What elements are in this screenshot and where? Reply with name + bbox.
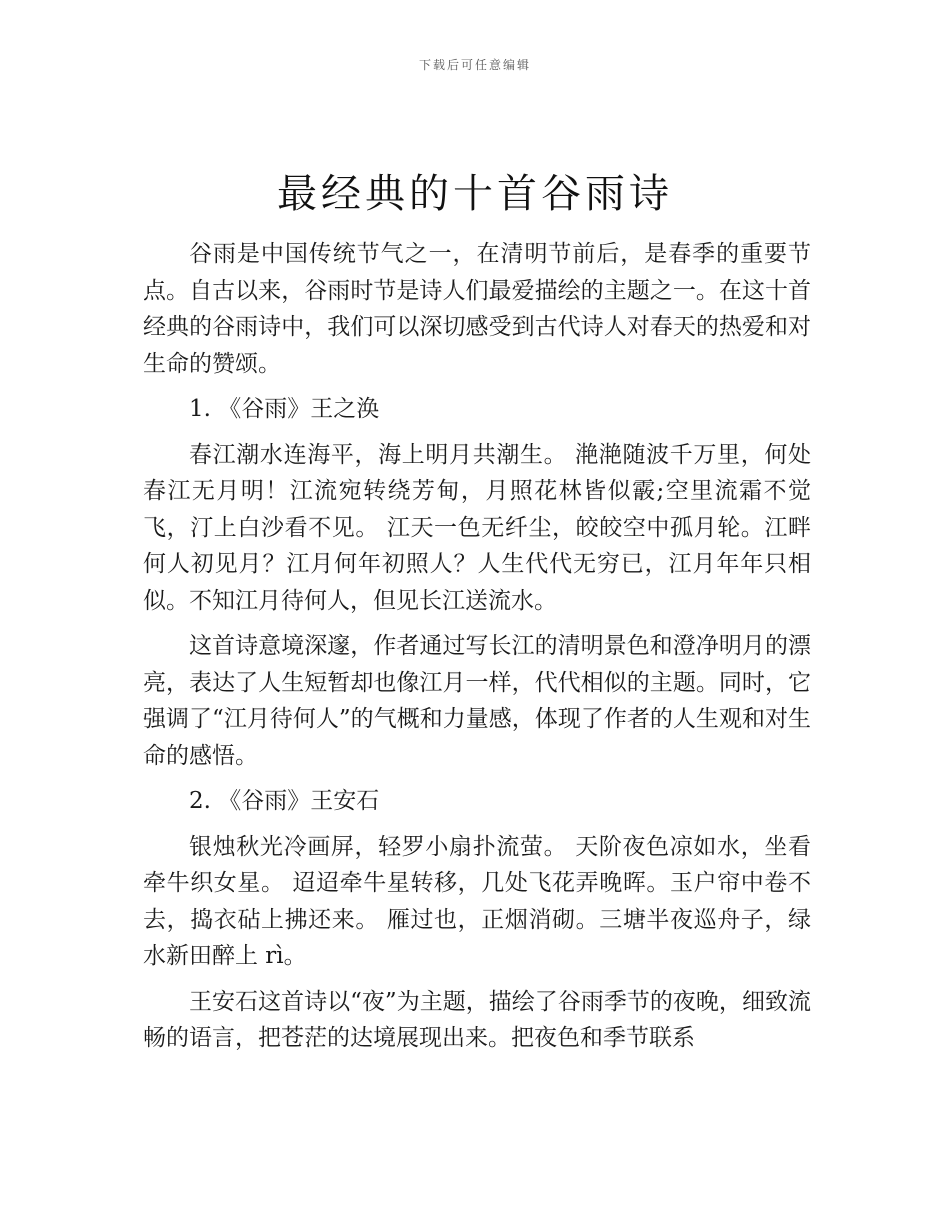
poem-1-commentary: 这首诗意境深邃，作者通过写长江的清明景色和澄净明月的漂亮，表达了人生短暂却也像江月一样，代代相似的主题。同时，它强调了“江月待何人”的气概和力量感，体现了作者的人生观和对生命的感悟。 (143, 633, 811, 769)
intro-paragraph: 谷雨是中国传统节气之一，在清明节前后，是春季的重要节点。自古以来，谷雨时节是诗人们最爱描绘的主题之一。在这十首经典的谷雨诗中，我们可以深切感受到古代诗人对春天的热爱和对生命的赞颂。 (143, 241, 811, 377)
poem-1-text: 春江潮水连海平，海上明月共潮生。 滟滟随波千万里，何处春江无月明！江流宛转绕芳甸，月照花林皆似霰;空里流霜不觉飞，汀上白沙看不见。 江天一色无纤尘，皎皎空中孤月轮。江畔何人初见月？江月何年初照人？人生代代无穷已，江月年年只相似。不知江月待何人，但见长江送流水。 (143, 441, 811, 614)
document-body (143, 236, 811, 1066)
poem-1-heading: 1. 《谷雨》王之涣 (189, 396, 380, 422)
poem-2-commentary: 王安石这首诗以“夜”为主题，描绘了谷雨季节的夜晚，细致流畅的语言，把苍茫的达境展现出来。把夜色和季节联系 (143, 988, 811, 1051)
poem-2-heading: 2. 《谷雨》王安石 (189, 788, 380, 814)
poem-2-text: 银烛秋光冷画屏，轻罗小扇扑流萤。 天阶夜色凉如水，坐看牵牛织女星。 迢迢牵牛星转移，几处飞花弄晚晖。玉户帘中卷不去，捣衣砧上拂还来。 雁过也，正烟消砌。三塘半夜巡舟子，绿水新田醉上 rì。 (143, 833, 811, 969)
page-header-note: 下载后可任意编辑 (418, 58, 531, 72)
document-title: 最经典的十首谷雨诗 (277, 171, 673, 217)
